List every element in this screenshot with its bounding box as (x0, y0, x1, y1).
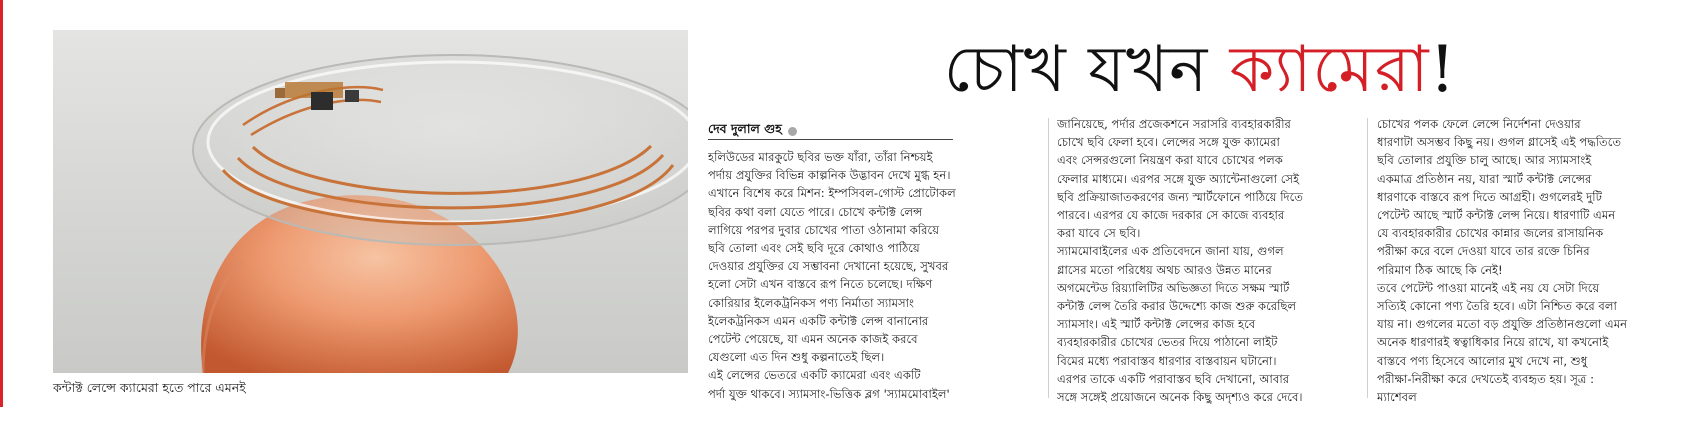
article-column-2 (1057, 115, 1312, 405)
article-line: পেটেন্ট পেয়েছে, যা এমন অনেক কাজই করবে (708, 332, 918, 347)
article-line: কোরিয়ার ইলেকট্রনিকস পণ্য নির্মাতা স্যামসাং (708, 295, 915, 310)
article-line: অনেক ধারণারই স্বত্বাধিকার নিয়ে রাখে, যা কখনোই (1377, 335, 1609, 350)
article-line: ধারণাকে বাস্তবে রূপ দিতে আগ্রহী। গুগলেরই দুটি (1377, 189, 1602, 204)
article-line: যে ব্যবহারকারীর চোখের কান্নার জলের রাসায়নিক (1377, 226, 1604, 241)
article-line: সত্যিই কোনো পণ্য তৈরি হবে। এটা নিশ্চিত করে বলা (1377, 299, 1617, 314)
article-line: অগমেন্টেড রিয়্যালিটির অভিজ্ঞতা দিতে সক্ষম স্মার্ট (1057, 280, 1290, 295)
article-line: পারবে। এরপর যে কাজে দরকার সে কাজে ব্যবহার (1057, 208, 1285, 223)
article-line: এরপর তাকে একটি পরাবাস্তব ছবি দেখানো, আবার (1057, 371, 1290, 386)
article-line: ইলেকট্রনিকস এমন একটি কন্টাক্ট লেন্স বানানোর (708, 313, 929, 328)
article-line: স্যামসাং। এই স্মার্ট কন্টাক্ট লেন্সের কাজ হবে (1057, 317, 1256, 332)
contact-lens-photo (53, 30, 688, 373)
article-line: গ্লাসের মতো পরিধেয় অথচ আরও উন্নত মানের (1057, 262, 1272, 277)
article-line: এই লেন্সের ভেতরে একটি ক্যামেরা এবং একটি (708, 368, 921, 383)
article-line: চোখের পলক ফেলে লেন্সে নির্দেশনা দেওয়ার (1377, 117, 1581, 131)
byline-author: দেব দুলাল গুহ (708, 121, 782, 136)
headline (740, 28, 1660, 113)
article-line: যায় না। গুগলের মতো বড় প্রযুক্তি প্রতিষ্ঠানগুলো এমন (1377, 317, 1628, 332)
article-line: এবং সেন্সরগুলো নিয়ন্ত্রণ করা যাবে চোখের পলক (1057, 153, 1283, 168)
article-line: ছবি প্রক্রিয়াজাতকরণের জন্য স্মার্টফোনে পাঠিয়ে দিতে (1057, 189, 1303, 204)
column-divider (1367, 118, 1368, 398)
article-line: লাগিয়ে পরপর দুবার চোখের পাতা ওঠানামা করিয়ে (708, 222, 940, 237)
headline-exclamation: ! (1429, 33, 1457, 107)
article-line: হলো সেটা এখন বাস্তবে রূপ নিতে চলেছে। দক্ষিণ (708, 277, 933, 292)
contact-lens-illustration (53, 30, 688, 373)
article-line: ছবি তোলার প্রযুক্তি চালু আছে। আর স্যামসাংই (1377, 153, 1592, 168)
article-line: পরীক্ষা-নিরীক্ষা করে দেখতেই ব্যবহৃত হয়। সূত্র : (1377, 371, 1595, 386)
article-line: করা যাবে সে ছবি। (1057, 226, 1141, 241)
article-line: তবে পেটেন্ট পাওয়া মানেই এই নয় যে সেটা দিয়ে (1377, 280, 1600, 295)
article-column-1 (708, 148, 958, 438)
article-line: বিমের মধ্যে পরাবাস্তব ধারণার বাস্তবায়ন ঘটানো। (1057, 353, 1277, 368)
article-line: বাস্তবে পণ্য হিসেবে আলোর মুখ দেখে না, শুধু (1377, 353, 1588, 368)
article-line: ফেলার মাধ্যমে। এরপর সঙ্গে যুক্ত অ্যান্টেনাগুলো সেই (1057, 171, 1300, 186)
article-line: ছবি তোলা এবং সেই ছবি দূরে কোথাও পাঠিয়ে (708, 241, 920, 256)
article-line: দেওয়ার প্রযুক্তির যে সম্ভাবনা দেখানো হয়েছে, সুখবর (708, 259, 949, 274)
article-line: চোখে ছবি ফেলা হবে। লেন্সের সঙ্গে যুক্ত ক্যামেরা (1057, 135, 1280, 150)
article-line: পেটেন্ট আছে স্মার্ট কন্টাক্ট লেন্স নিয়ে। ধারণাটি এমন (1377, 208, 1616, 223)
article-line: জানিয়েছে, পর্দার প্রজেকশনে সরাসরি ব্যবহারকারীর (1057, 117, 1291, 131)
article-column-3 (1377, 115, 1657, 405)
article-line: পরিমাণ ঠিক আছে কি নেই! (1377, 262, 1503, 277)
byline-dot-icon (788, 127, 797, 136)
article-line: স্যামমোবাইলের এক প্রতিবেদনে জানা যায়, গুগল (1057, 244, 1284, 259)
byline-underline (708, 139, 953, 140)
article-line: ম্যাশেবল (1377, 390, 1417, 405)
article-line: কন্টাক্ট লেন্স তৈরি করার উদ্দেশ্যে কাজ শুরু করেছিল (1057, 299, 1297, 314)
headline-part-1: চোখ যখন (943, 33, 1230, 107)
article-line: হলিউডের মারকুটে ছবির ভক্ত যাঁরা, তাঁরা নিশ্চয়ই (708, 150, 933, 164)
photo-caption: কন্টাক্ট লেন্সে ক্যামেরা হতে পারে এমনই (53, 380, 246, 395)
article-line: পর্দায় প্রযুক্তির বিভিন্ন কাল্পনিক উদ্ভাবন দেখে মুগ্ধ হন। (708, 168, 951, 183)
headline-part-2: ক্যামেরা (1229, 33, 1430, 107)
article-line: ছবির কথা বলা যেতে পারে। চোখে কন্টাক্ট লেন্স (708, 204, 923, 219)
article-line: পর্দা যুক্ত থাকবে। স্যামসাং-ভিত্তিক ব্লগ 'স্যামমোবাইল' (708, 386, 950, 401)
article-line: পরীক্ষা করে বলে দেওয়া যাবে তার রক্তে চিনির (1377, 244, 1590, 259)
article-line: সঙ্গে সঙ্গেই প্রয়োজনে অনেক কিছু অদৃশ্যও করে দেবে। (1057, 390, 1303, 405)
column-divider (1048, 118, 1049, 398)
article-line: এখানে বিশেষ করে মিশন: ইম্পসিবল-গোস্ট প্রোটোকল (708, 186, 956, 201)
article-line: ব্যবহারকারীর চোখের ভেতর দিয়ে পাঠানো লাইট (1057, 335, 1278, 350)
byline (708, 121, 797, 141)
left-margin-rule (0, 0, 3, 407)
article-line: যেগুলো এত দিন শুধু কল্পনাতেই ছিল। (708, 350, 885, 365)
article-line: একমাত্র প্রতিষ্ঠান নয়, যারা স্মার্ট কন্টাক্ট লেন্সের (1377, 171, 1592, 186)
article-line: ধারণাটা অসম্ভব কিছু নয়। গুগল গ্লাসেই এই পদ্ধতিতে (1377, 135, 1622, 150)
